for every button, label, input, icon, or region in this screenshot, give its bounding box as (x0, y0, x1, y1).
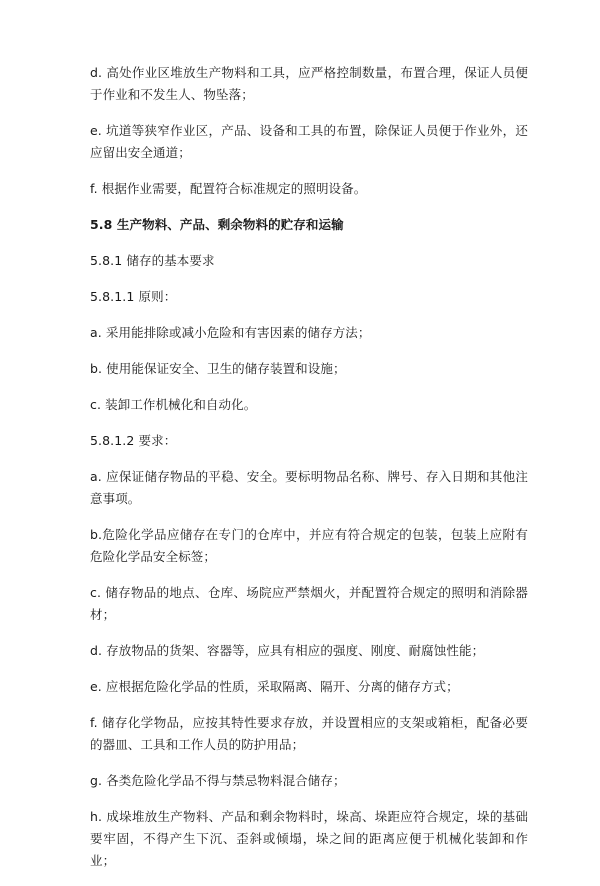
principle-c: c. 装卸工作机械化和自动化。 (90, 397, 257, 412)
paragraph-f-lighting: f. 根据作业需要，配置符合标准规定的照明设备。 (90, 181, 367, 196)
requirement-e: e. 应根据危险化学品的性质，采取隔离、隔开、分离的储存方式； (90, 679, 459, 694)
principle-b: b. 使用能保证安全、卫生的储存装置和设施； (90, 361, 346, 376)
paragraph-e-tunnel-area: e. 坑道等狭窄作业区，产品、设备和工具的布置，除保证人员便于作业外，还应留出安全通道； (90, 123, 528, 160)
principle-a: a. 采用能排除或减小危险和有害因素的储存方法； (90, 325, 371, 340)
subsection-5-8-1: 5.8.1 储存的基本要求 (90, 253, 215, 268)
clause-5-8-1-1: 5.8.1.1 原则： (90, 289, 177, 304)
clause-5-8-1-2: 5.8.1.2 要求： (90, 433, 177, 448)
requirement-d: d. 存放物品的货架、容器等，应具有相应的强度、刚度、耐腐蚀性能； (90, 643, 485, 658)
requirement-h: h. 成垛堆放生产物料、产品和剩余物料时，垛高、垛距应符合规定，垛的基础要牢固，不得产生下沉、歪斜或倾塌，垛之间的距离应便于机械化装卸和作业； (90, 809, 528, 868)
requirement-f: f. 储存化学物品，应按其特性要求存放，并设置相应的支架或箱柜，配备必要的器皿、工具和工作人员的防护用品； (90, 715, 528, 752)
document-page (90, 62, 528, 886)
paragraph-d-high-work-area: d. 高处作业区堆放生产物料和工具，应严格控制数量，布置合理，保证人员便于作业和不发生人、物坠落； (90, 65, 528, 102)
section-heading-5-8: 5.8 生产物料、产品、剩余物料的贮存和运输 (90, 217, 344, 232)
requirement-g: g. 各类危险化学品不得与禁忌物料混合储存； (90, 773, 346, 788)
requirement-a: a. 应保证储存物品的平稳、安全。要标明物品名称、牌号、存入日期和其他注意事项。 (90, 469, 528, 506)
requirement-c: c. 储存物品的地点、仓库、场院应严禁烟火，并配置符合规定的照明和消除器材； (90, 585, 528, 622)
requirement-b: b.危险化学品应储存在专门的仓库中，并应有符合规定的包装，包装上应附有危险化学品安全标签； (90, 527, 528, 564)
